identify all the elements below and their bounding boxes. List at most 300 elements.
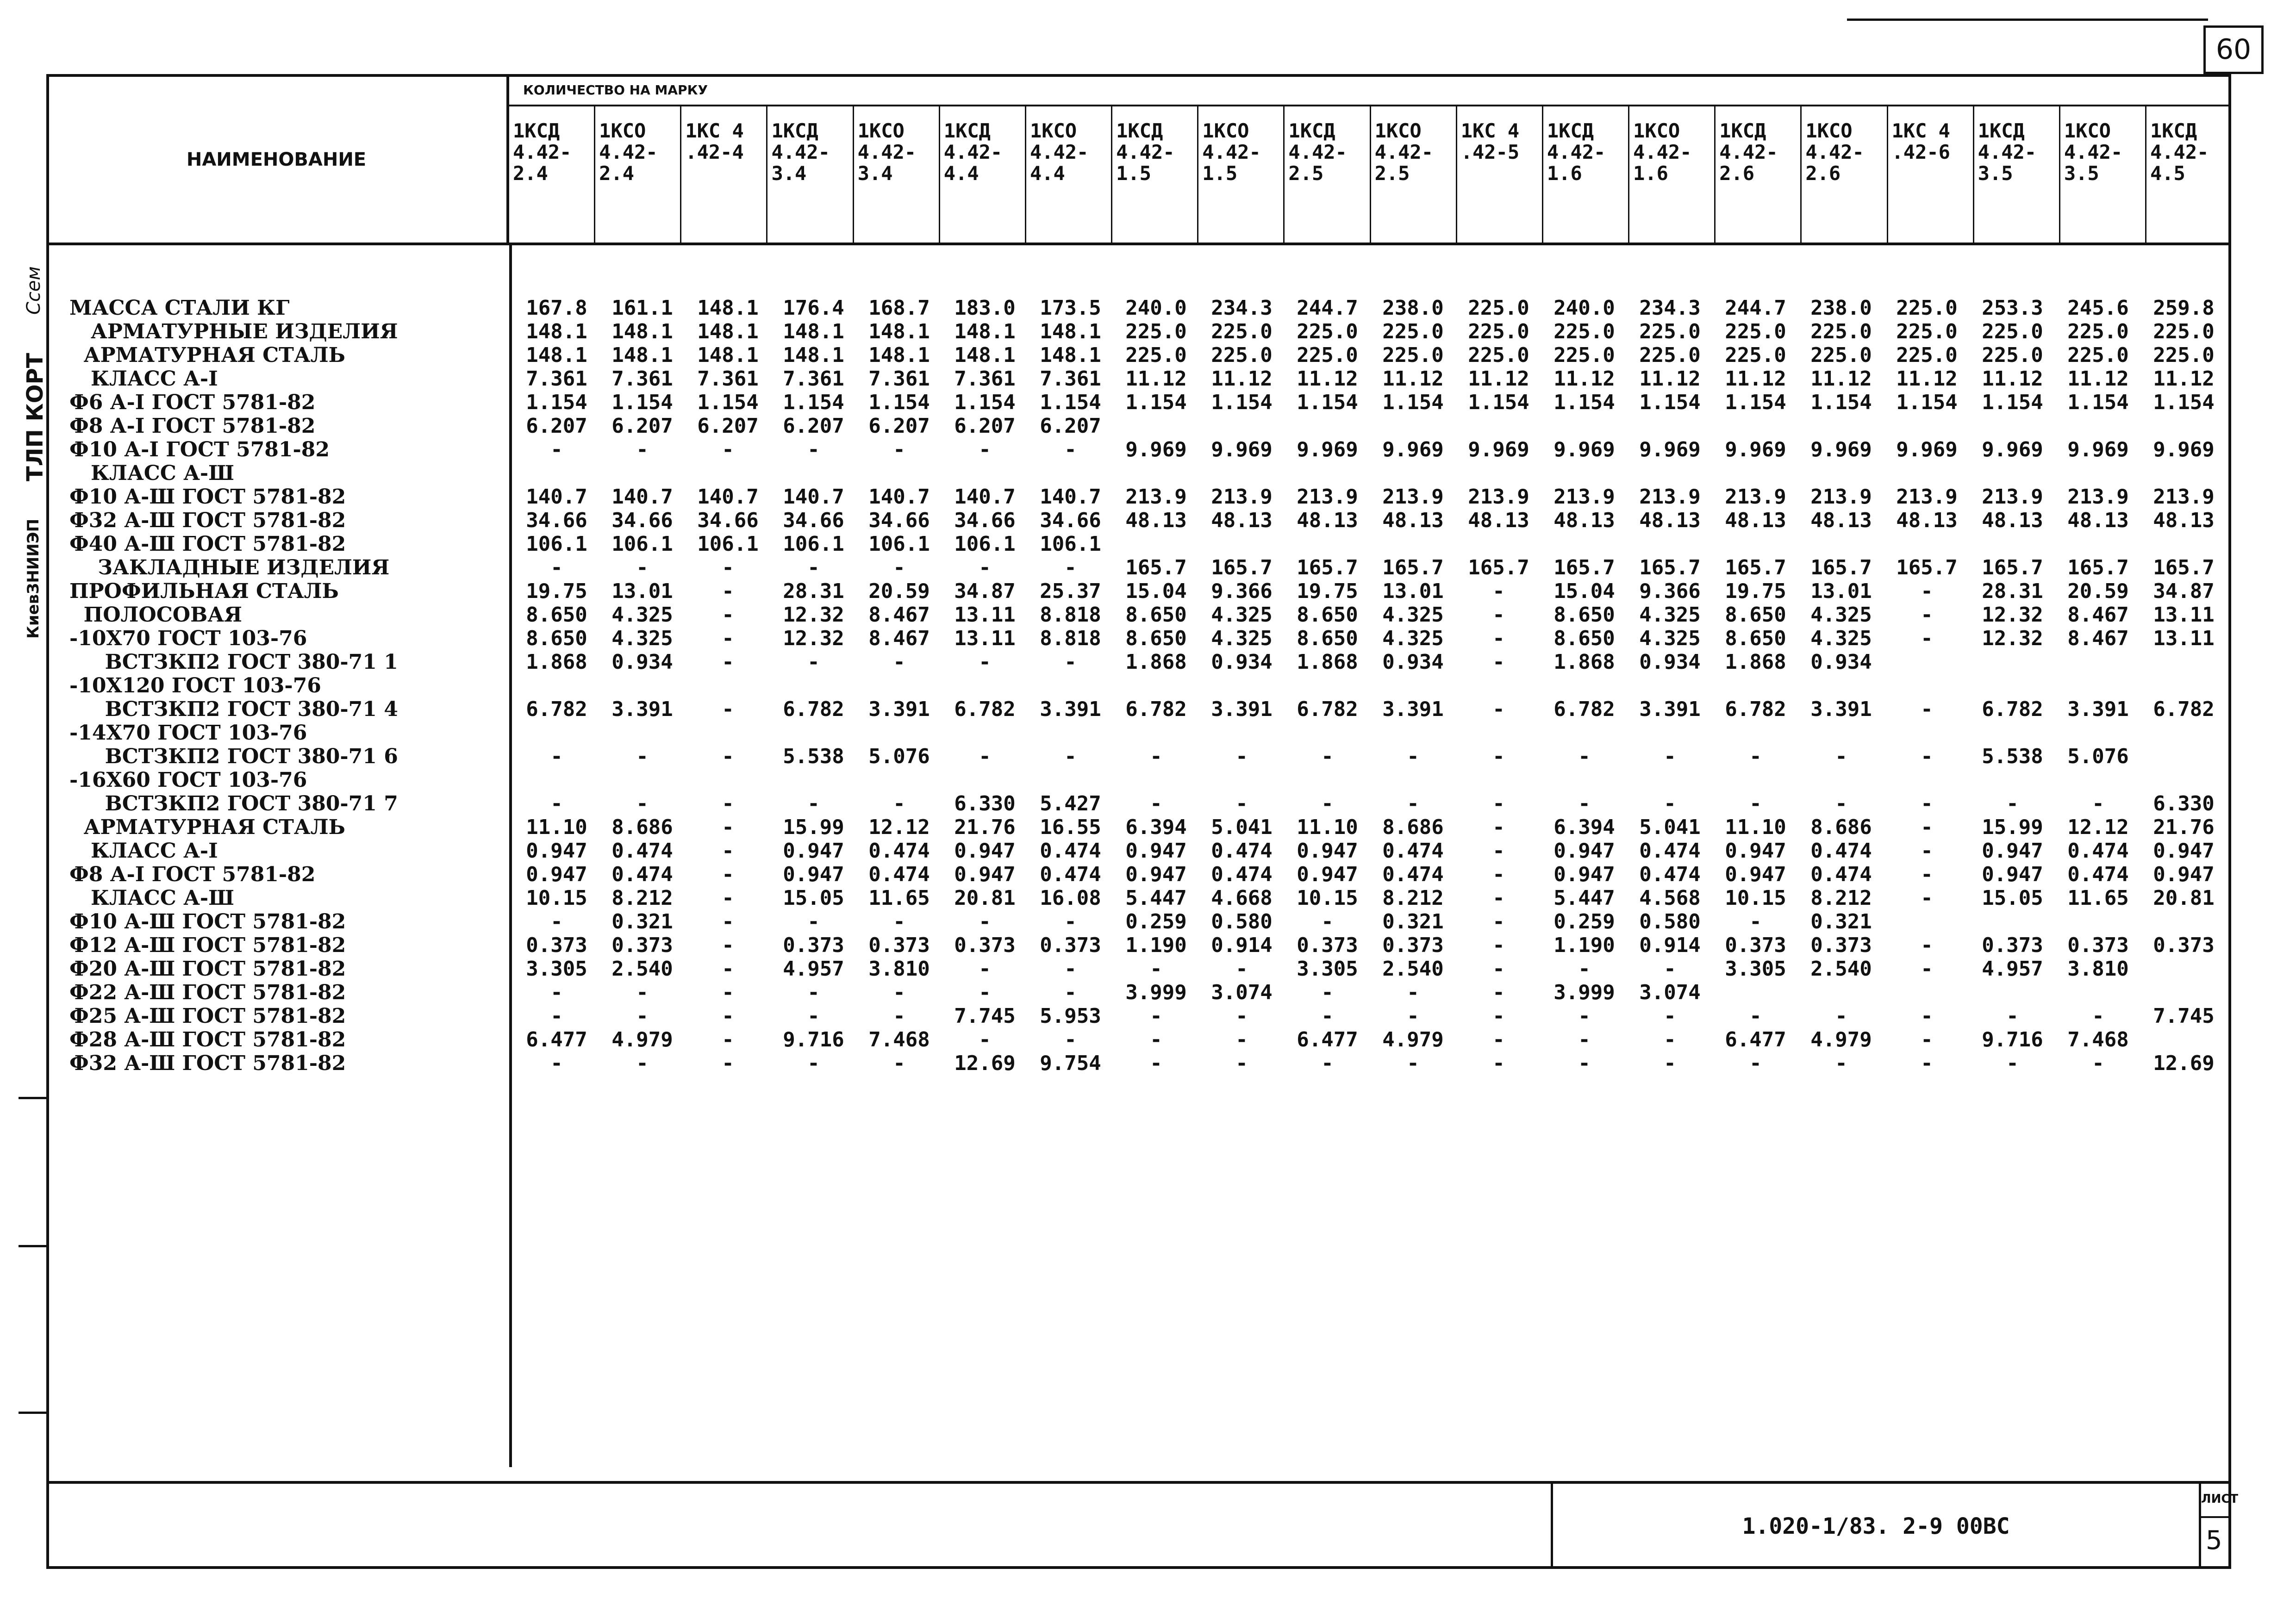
- table-cell: -: [1578, 957, 1591, 981]
- table-cell: 0.373: [2153, 933, 2215, 957]
- table-cell: 15.05: [783, 886, 844, 910]
- table-cell: 11.12: [1297, 367, 1358, 391]
- table-cell: -: [550, 1004, 563, 1028]
- table-cell: 4.325: [1382, 603, 1444, 627]
- table-cell: 225.0: [1468, 296, 1529, 320]
- row-name: ВСТЗКП2 ГОСТ 380-71 6: [69, 745, 398, 768]
- table-cell: 21.76: [2153, 815, 2215, 839]
- table-cell: [2055, 532, 2141, 556]
- table-cell: -: [893, 1004, 905, 1028]
- table-cell: 225.0: [2153, 343, 2215, 367]
- mark-column-headers: [509, 106, 2231, 245]
- row-name: КЛАСС А-I: [69, 367, 218, 391]
- table-cell: 0.934: [611, 650, 673, 674]
- table-cell: 13.11: [954, 627, 1016, 650]
- table-cell: 7.361: [697, 367, 759, 391]
- table-cell: [1970, 768, 2055, 792]
- table-cell: 11.12: [1639, 367, 1701, 391]
- table-cell: [1627, 461, 1713, 485]
- table-cell: 34.66: [954, 509, 1016, 532]
- table-cell: [1884, 532, 1970, 556]
- mark-column-header: 1КСД 4.42- 2.4: [509, 106, 595, 245]
- table-cell: -: [722, 981, 734, 1004]
- table-cell: -: [1064, 981, 1077, 1004]
- table-cell: 12.69: [2153, 1052, 2215, 1075]
- sheet-box-divider: [2199, 1516, 2231, 1518]
- table-cell: -: [550, 438, 563, 461]
- table-cell: 48.13: [1725, 509, 1786, 532]
- mark-column-header: 1КСО 4.42- 2.5: [1371, 106, 1457, 245]
- table-cell: -: [1150, 1028, 1162, 1052]
- table-cell: 3.810: [2067, 957, 2129, 981]
- table-cell: 0.947: [1297, 863, 1358, 886]
- table-cell: [1113, 414, 1199, 438]
- table-cell: 34.87: [2153, 579, 2215, 603]
- row-name: АРМАТУРНАЯ СТАЛЬ: [69, 343, 345, 367]
- table-cell: [1370, 532, 1456, 556]
- table-cell: 6.207: [1040, 414, 1101, 438]
- table-cell: -: [1492, 745, 1505, 768]
- table-cell: 48.13: [2067, 509, 2129, 532]
- table-cell: [1113, 461, 1199, 485]
- table-cell: [771, 674, 856, 697]
- table-cell: -: [1150, 957, 1162, 981]
- table-cell: 4.325: [1211, 603, 1273, 627]
- table-row: [514, 839, 2227, 863]
- table-cell: 6.207: [526, 414, 587, 438]
- table-cell: 165.7: [1382, 556, 1444, 579]
- mark-column-header: 1КСО 4.42- 1.5: [1198, 106, 1285, 245]
- table-row: [514, 1004, 2227, 1028]
- table-cell: 9.969: [1125, 438, 1187, 461]
- table-cell: 0.373: [868, 933, 930, 957]
- table-cell: 8.650: [1554, 627, 1615, 650]
- table-cell: 0.947: [1554, 839, 1615, 863]
- table-cell: 3.305: [1725, 957, 1786, 981]
- table-cell: 5.076: [868, 745, 930, 768]
- row-name: Ф6 А-I ГОСТ 5781-82: [69, 391, 316, 414]
- table-cell: 213.9: [1810, 485, 1872, 509]
- table-cell: 106.1: [611, 532, 673, 556]
- table-cell: 225.0: [1211, 343, 1273, 367]
- table-cell: [1285, 768, 1370, 792]
- table-row: [514, 414, 2227, 438]
- table-cell: [599, 768, 685, 792]
- table-cell: -: [1492, 792, 1505, 815]
- table-cell: -: [1492, 910, 1505, 933]
- table-cell: 48.13: [1639, 509, 1701, 532]
- sheet-number: 5: [2206, 1525, 2222, 1556]
- table-cell: 8.686: [611, 815, 673, 839]
- table-cell: -: [1664, 792, 1676, 815]
- table-cell: -: [1835, 745, 1847, 768]
- table-cell: 7.361: [868, 367, 930, 391]
- table-cell: 0.934: [1211, 650, 1273, 674]
- table-cell: 6.782: [526, 697, 587, 721]
- table-cell: [1113, 674, 1199, 697]
- table-cell: [1113, 532, 1199, 556]
- table-cell: 6.330: [954, 792, 1016, 815]
- table-cell: 140.7: [697, 485, 759, 509]
- table-cell: 5.953: [1040, 1004, 1101, 1028]
- table-cell: -: [1064, 556, 1077, 579]
- table-cell: 9.969: [1810, 438, 1872, 461]
- table-cell: [685, 674, 771, 697]
- row-names: [69, 296, 509, 1075]
- row-name: Ф12 А-Ш ГОСТ 5781-82: [69, 933, 346, 957]
- table-cell: 148.1: [868, 343, 930, 367]
- table-cell: [1285, 414, 1370, 438]
- table-cell: 7.361: [526, 367, 587, 391]
- table-cell: 245.6: [2067, 296, 2129, 320]
- table-row: [514, 910, 2227, 933]
- table-cell: [685, 721, 771, 745]
- table-cell: 5.447: [1554, 886, 1615, 910]
- table-cell: 1.154: [868, 391, 930, 414]
- table-cell: 165.7: [1211, 556, 1273, 579]
- table-cell: 11.12: [1468, 367, 1529, 391]
- table-cell: 1.154: [1040, 391, 1101, 414]
- table-cell: 11.12: [1211, 367, 1273, 391]
- table-cell: 5.076: [2067, 745, 2129, 768]
- table-cell: -: [722, 556, 734, 579]
- table-row: [514, 579, 2227, 603]
- table-cell: -: [1235, 745, 1248, 768]
- table-cell: [2055, 910, 2141, 933]
- sheet-label: ЛИСТ: [2201, 1492, 2239, 1506]
- table-cell: 225.0: [1468, 343, 1529, 367]
- table-cell: -: [1150, 792, 1162, 815]
- table-header: [46, 74, 2231, 245]
- table-cell: -: [1921, 792, 1933, 815]
- table-cell: 0.914: [1639, 933, 1701, 957]
- table-cell: 148.1: [783, 320, 844, 343]
- table-cell: 165.7: [1125, 556, 1187, 579]
- table-cell: [2055, 461, 2141, 485]
- table-cell: 106.1: [783, 532, 844, 556]
- table-cell: [1884, 414, 1970, 438]
- sheet-top-number: 60: [2203, 25, 2264, 74]
- table-cell: 0.373: [1297, 933, 1358, 957]
- table-cell: -: [1664, 1004, 1676, 1028]
- table-cell: 225.0: [1125, 343, 1187, 367]
- table-cell: 225.0: [1982, 320, 2043, 343]
- table-cell: -: [1492, 1004, 1505, 1028]
- table-cell: 34.66: [868, 509, 930, 532]
- table-cell: 7.361: [611, 367, 673, 391]
- table-cell: -: [1921, 579, 1933, 603]
- table-cell: 1.868: [1297, 650, 1358, 674]
- table-cell: 4.325: [1211, 627, 1273, 650]
- table-cell: 9.969: [1382, 438, 1444, 461]
- table-cell: -: [1578, 1028, 1591, 1052]
- table-cell: 6.782: [1554, 697, 1615, 721]
- row-name: Ф22 А-Ш ГОСТ 5781-82: [69, 981, 346, 1004]
- table-cell: [771, 768, 856, 792]
- table-cell: 11.10: [526, 815, 587, 839]
- table-cell: 4.979: [1382, 1028, 1444, 1052]
- table-cell: 5.041: [1639, 815, 1701, 839]
- table-cell: 225.0: [1297, 320, 1358, 343]
- table-cell: [942, 721, 1028, 745]
- table-cell: 8.650: [1725, 603, 1786, 627]
- table-cell: 8.212: [1810, 886, 1872, 910]
- table-cell: [1028, 721, 1113, 745]
- side-stamp-signature: Ссем: [23, 266, 44, 315]
- table-cell: [1970, 910, 2055, 933]
- table-cell: -: [722, 910, 734, 933]
- table-cell: 48.13: [2153, 509, 2215, 532]
- table-cell: 8.818: [1040, 603, 1101, 627]
- table-cell: -: [893, 1052, 905, 1075]
- table-cell: [1884, 721, 1970, 745]
- table-cell: [1627, 721, 1713, 745]
- table-cell: [1713, 981, 1798, 1004]
- table-cell: [1798, 532, 1884, 556]
- table-cell: 9.969: [1468, 438, 1529, 461]
- table-cell: [1627, 674, 1713, 697]
- table-cell: 6.207: [783, 414, 844, 438]
- table-cell: 165.7: [2153, 556, 2215, 579]
- table-cell: 3.999: [1125, 981, 1187, 1004]
- table-cell: 9.969: [1896, 438, 1958, 461]
- table-cell: [514, 461, 599, 485]
- table-cell: 9.969: [1639, 438, 1701, 461]
- table-cell: 0.947: [1725, 863, 1786, 886]
- table-cell: [1456, 674, 1541, 697]
- table-cell: [2055, 721, 2141, 745]
- table-cell: 1.154: [2067, 391, 2129, 414]
- table-cell: -: [636, 1052, 649, 1075]
- table-cell: -: [1921, 886, 1933, 910]
- table-cell: [1285, 721, 1370, 745]
- table-row: [514, 391, 2227, 414]
- table-cell: 19.75: [526, 579, 587, 603]
- table-cell: -: [807, 1052, 820, 1075]
- table-cell: 28.31: [1982, 579, 2043, 603]
- table-cell: 148.1: [611, 320, 673, 343]
- table-cell: 1.154: [697, 391, 759, 414]
- table-cell: 48.13: [1896, 509, 1958, 532]
- table-cell: 0.947: [783, 839, 844, 863]
- table-cell: -: [1921, 1004, 1933, 1028]
- table-cell: [2141, 461, 2227, 485]
- table-cell: 238.0: [1382, 296, 1444, 320]
- table-cell: 165.7: [1468, 556, 1529, 579]
- table-cell: 28.31: [783, 579, 844, 603]
- table-cell: 11.12: [1725, 367, 1786, 391]
- table-cell: 11.10: [1297, 815, 1358, 839]
- mark-column-header: 1КСД 4.42- 1.6: [1543, 106, 1629, 245]
- table-cell: [2055, 981, 2141, 1004]
- table-cell: [942, 461, 1028, 485]
- mark-column-header: 1КС 4 .42-4: [681, 106, 767, 245]
- table-cell: -: [1150, 1004, 1162, 1028]
- table-cell: 225.0: [1982, 343, 2043, 367]
- table-cell: 34.66: [697, 509, 759, 532]
- table-cell: [1541, 721, 1627, 745]
- table-cell: 165.7: [2067, 556, 2129, 579]
- table-cell: -: [722, 1052, 734, 1075]
- table-cell: 8.212: [1382, 886, 1444, 910]
- table-cell: 6.477: [1297, 1028, 1358, 1052]
- table-cell: -: [1664, 745, 1676, 768]
- table-cell: 165.7: [1896, 556, 1958, 579]
- table-cell: 8.686: [1810, 815, 1872, 839]
- table-cell: 48.13: [1211, 509, 1273, 532]
- mark-column-header: 1КСО 4.42- 1.6: [1629, 106, 1716, 245]
- table-cell: -: [979, 981, 991, 1004]
- table-cell: 11.12: [1982, 367, 2043, 391]
- table-cell: -: [1835, 792, 1847, 815]
- table-cell: [1713, 461, 1798, 485]
- table-cell: 16.08: [1040, 886, 1101, 910]
- table-cell: 165.7: [1297, 556, 1358, 579]
- table-cell: 13.11: [2153, 627, 2215, 650]
- mark-column-header: 1КСД 4.42- 2.5: [1285, 106, 1371, 245]
- table-cell: 244.7: [1297, 296, 1358, 320]
- table-cell: -: [636, 556, 649, 579]
- table-cell: 0.474: [2067, 839, 2129, 863]
- table-cell: [1541, 768, 1627, 792]
- table-cell: 213.9: [2067, 485, 2129, 509]
- table-cell: [1541, 461, 1627, 485]
- row-name: ВСТЗКП2 ГОСТ 380-71 7: [69, 792, 398, 815]
- table-cell: -: [979, 438, 991, 461]
- table-row: [514, 697, 2227, 721]
- table-row: [514, 815, 2227, 839]
- table-cell: 8.650: [1125, 603, 1187, 627]
- table-cell: -: [550, 910, 563, 933]
- table-cell: 7.745: [954, 1004, 1016, 1028]
- table-cell: -: [1664, 1052, 1676, 1075]
- table-cell: 34.66: [611, 509, 673, 532]
- mark-column-header: 1КС 4 .42-5: [1457, 106, 1543, 245]
- table-cell: 8.686: [1382, 815, 1444, 839]
- table-cell: 4.979: [611, 1028, 673, 1052]
- table-cell: 9.969: [1554, 438, 1615, 461]
- table-cell: -: [1921, 627, 1933, 650]
- table-cell: -: [1749, 1052, 1762, 1075]
- table-cell: 148.1: [1040, 343, 1101, 367]
- table-cell: 0.259: [1554, 910, 1615, 933]
- table-cell: -: [636, 792, 649, 815]
- table-cell: 1.190: [1125, 933, 1187, 957]
- table-cell: 225.0: [1297, 343, 1358, 367]
- table-cell: 8.467: [868, 603, 930, 627]
- table-row: [514, 367, 2227, 391]
- table-cell: 34.87: [954, 579, 1016, 603]
- table-cell: 148.1: [868, 320, 930, 343]
- table-cell: -: [722, 650, 734, 674]
- table-cell: -: [1578, 1004, 1591, 1028]
- table-cell: [1285, 461, 1370, 485]
- table-cell: 11.10: [1725, 815, 1786, 839]
- table-cell: 48.13: [1382, 509, 1444, 532]
- table-cell: 213.9: [1468, 485, 1529, 509]
- mark-column-header: 1КС 4 .42-6: [1888, 106, 1974, 245]
- table-cell: [1884, 981, 1970, 1004]
- table-cell: [514, 721, 599, 745]
- table-cell: 0.474: [611, 863, 673, 886]
- table-cell: 0.947: [954, 839, 1016, 863]
- row-name: -10Х70 ГОСТ 103-76: [69, 627, 307, 650]
- table-cell: -: [807, 792, 820, 815]
- table-cell: 12.12: [868, 815, 930, 839]
- table-cell: [1798, 768, 1884, 792]
- table-cell: -: [722, 745, 734, 768]
- mark-column-header: 1КСО 4.42- 2.6: [1802, 106, 1888, 245]
- table-cell: 238.0: [1810, 296, 1872, 320]
- table-cell: [1199, 721, 1285, 745]
- table-cell: 148.1: [954, 320, 1016, 343]
- table-cell: -: [550, 981, 563, 1004]
- table-cell: -: [1064, 1028, 1077, 1052]
- table-cell: [599, 674, 685, 697]
- table-row: [514, 627, 2227, 650]
- table-cell: [1627, 768, 1713, 792]
- table-cell: 6.207: [611, 414, 673, 438]
- table-cell: 6.782: [1297, 697, 1358, 721]
- table-cell: 12.32: [783, 627, 844, 650]
- table-cell: 6.782: [954, 697, 1016, 721]
- table-cell: -: [893, 438, 905, 461]
- table-cell: [1541, 532, 1627, 556]
- table-cell: 165.7: [1725, 556, 1786, 579]
- table-cell: 225.0: [1639, 320, 1701, 343]
- table-cell: -: [807, 556, 820, 579]
- table-cell: 4.325: [611, 627, 673, 650]
- table-cell: 0.474: [868, 839, 930, 863]
- table-cell: -: [1321, 745, 1334, 768]
- table-cell: -: [1321, 1052, 1334, 1075]
- table-cell: 225.0: [1810, 320, 1872, 343]
- table-cell: -: [722, 697, 734, 721]
- table-row: [514, 933, 2227, 957]
- table-row: [514, 981, 2227, 1004]
- table-cell: 1.868: [1125, 650, 1187, 674]
- table-cell: -: [1921, 745, 1933, 768]
- table-cell: 11.65: [868, 886, 930, 910]
- table-cell: [2141, 981, 2227, 1004]
- table-cell: [856, 674, 942, 697]
- table-cell: -: [1407, 1004, 1419, 1028]
- table-row: [514, 792, 2227, 815]
- table-cell: 0.321: [1810, 910, 1872, 933]
- table-cell: -: [550, 1052, 563, 1075]
- table-cell: 106.1: [868, 532, 930, 556]
- table-cell: [2141, 910, 2227, 933]
- table-cell: 0.373: [2067, 933, 2129, 957]
- table-row: [514, 863, 2227, 886]
- table-cell: -: [1235, 1028, 1248, 1052]
- table-cell: 148.1: [783, 343, 844, 367]
- table-cell: -: [1492, 627, 1505, 650]
- table-cell: 225.0: [1896, 296, 1958, 320]
- table-cell: 8.212: [611, 886, 673, 910]
- row-name: Ф32 А-Ш ГОСТ 5781-82: [69, 1052, 346, 1075]
- table-cell: 0.947: [1554, 863, 1615, 886]
- table-cell: 106.1: [954, 532, 1016, 556]
- table-cell: 9.969: [1211, 438, 1273, 461]
- table-cell: -: [979, 910, 991, 933]
- table-cell: -: [2092, 792, 2104, 815]
- table-cell: 9.969: [2153, 438, 2215, 461]
- table-cell: 0.474: [1639, 863, 1701, 886]
- table-cell: 0.474: [1810, 839, 1872, 863]
- table-cell: 5.041: [1211, 815, 1273, 839]
- table-row: [514, 721, 2227, 745]
